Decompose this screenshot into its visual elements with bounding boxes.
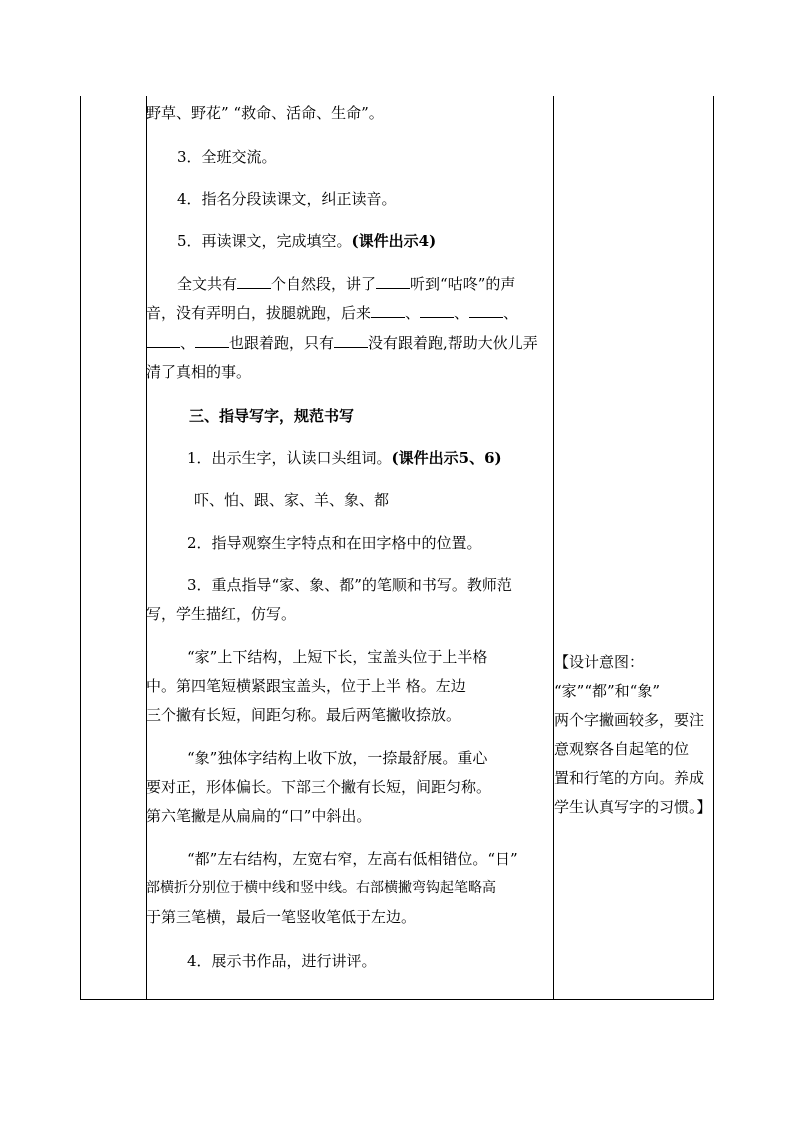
char-jia-l2: 中。第四笔短横紧跟宝盖头，位于上半 格。左边: [146, 677, 466, 695]
design-note-l5: 置和行笔的方向。养成: [554, 769, 705, 787]
table-border-bottom: [80, 999, 714, 1000]
design-note-l3: 两个字撇画较多，要注: [554, 711, 705, 729]
char-xiang-l1: “象”独体字结构上收下放，一捺最舒展。重心: [187, 749, 488, 767]
design-note-l4: 意观察各自起笔的位: [554, 740, 690, 758]
char-jia-l3: 三个撇有长短，间距匀称。最后两笔撇收捺放。: [146, 706, 462, 724]
step-3-key-guidance-l2: 写，学生描红，仿写。: [146, 605, 297, 623]
step-2-observe: 2．指导观察生字特点和在田字格中的位置。: [187, 534, 482, 552]
step-3-key-guidance-l1: 3．重点指导“家、象、都”的笔顺和书写。教师范: [187, 576, 512, 594]
char-jia-l1: “家”上下结构，上短下长，宝盖头位于上半格: [187, 648, 488, 666]
blank-field[interactable]: [237, 273, 271, 289]
design-note-l2: “家”“都”和“象”: [554, 682, 661, 700]
fill-blank-line-4: 清了真相的事。: [146, 363, 252, 381]
char-xiang-l2: 要对正，形体偏长。下部三个撇有长短，间距匀称。: [146, 778, 492, 796]
fill-blank-line-3: 、 也跟着跑，只有 没有跟着跑,帮助大伙儿弄: [146, 329, 554, 358]
design-note-l6: 学生认真写字的习惯。】: [554, 798, 712, 816]
step-4-read-aloud: 4．指名分段读课文，纠正读音。: [177, 190, 397, 208]
character-list: 吓、怕、跟、家、羊、象、都: [194, 491, 390, 509]
blank-field[interactable]: [420, 302, 454, 318]
step-3-class-exchange: 3．全班交流。: [177, 148, 277, 166]
blank-field[interactable]: [469, 302, 503, 318]
step-4-display-works: 4．展示书作品，进行讲评。: [187, 952, 377, 970]
blank-field[interactable]: [334, 332, 368, 348]
char-dou-l2: 部横折分别位于横中线和竖中线。右部横撇弯钩起笔略高: [146, 880, 496, 896]
table-border-left: [80, 96, 81, 1000]
blank-field[interactable]: [371, 302, 405, 318]
design-intent-note: [554, 648, 714, 822]
blank-field[interactable]: [195, 332, 229, 348]
paragraph-vocab: 野草、野花” “救命、活命、生命”。: [146, 104, 384, 122]
step-1-show-characters: 1．出示生字，认读口头组词。(课件出示5、6): [187, 449, 502, 467]
char-dou-l3: 于第三笔横，最后一笔竖收笔低于左边。: [146, 908, 417, 926]
table-border-right: [713, 96, 714, 1000]
blank-field[interactable]: [146, 332, 180, 348]
step-5-reread: 5．再读课文，完成填空。(课件出示4): [177, 232, 437, 250]
char-dou-l1: “都”左右结构，左宽右窄，左高右低相错位。“日”: [187, 850, 518, 868]
fill-blank-line-2: 音，没有弄明白，拔腿就跑，后来 、 、 、: [146, 304, 519, 322]
design-note-l1: 【设计意图：: [554, 653, 645, 671]
section-heading-3: 三、指导写字，规范书写: [189, 407, 355, 425]
blank-field[interactable]: [376, 273, 410, 289]
fill-blank-line-1: 全文共有 个自然段，讲了 听到“咕咚”的声: [177, 275, 516, 293]
char-xiang-l3: 第六笔撇是从扁扁的“口”中斜出。: [146, 807, 372, 825]
